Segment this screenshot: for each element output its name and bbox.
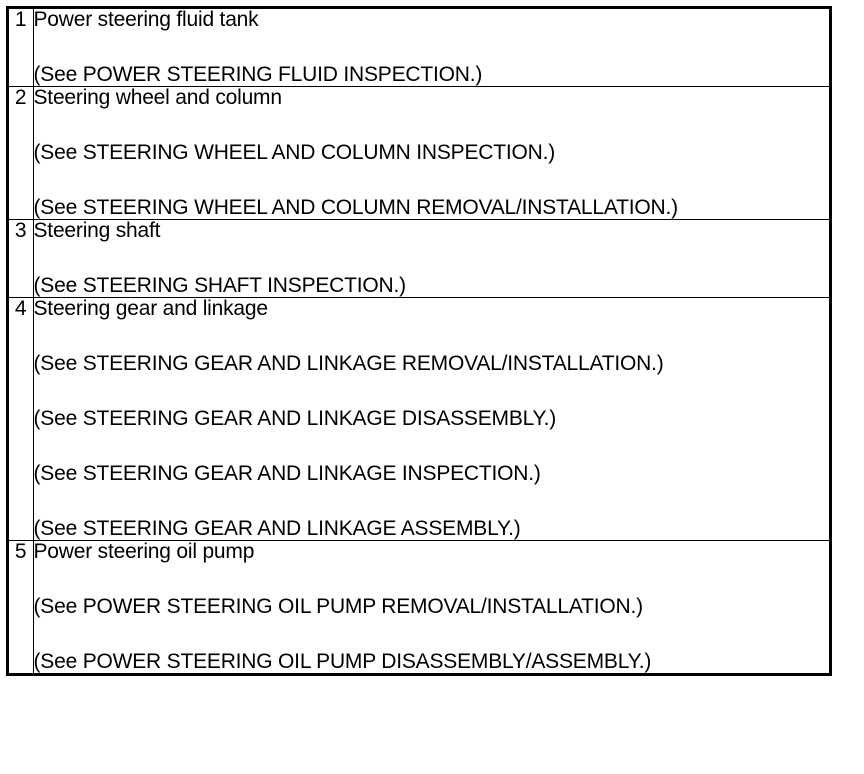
reference-link[interactable]: (See POWER STEERING FLUID INSPECTION.)	[33, 63, 483, 86]
reference-link[interactable]: (See STEERING GEAR AND LINKAGE INSPECTION.)	[33, 462, 541, 485]
table-row	[9, 9, 829, 87]
item-description-cell	[33, 541, 829, 674]
reference-link[interactable]: (See STEERING GEAR AND LINKAGE DISASSEMBLY.)	[33, 407, 557, 430]
item-name: Steering shaft	[33, 219, 161, 242]
item-description-cell	[33, 220, 829, 298]
reference-link[interactable]: (See STEERING WHEEL AND COLUMN REMOVAL/INSTALLATION.)	[33, 196, 678, 219]
item-name: Power steering fluid tank	[33, 8, 259, 31]
reference-link[interactable]: (See STEERING SHAFT INSPECTION.)	[33, 274, 406, 297]
table-row	[9, 220, 829, 298]
item-number: 2	[9, 87, 33, 220]
parts-table-frame	[6, 6, 832, 676]
table-row	[9, 298, 829, 541]
item-number: 1	[9, 9, 33, 87]
item-number: 3	[9, 220, 33, 298]
item-number: 5	[9, 541, 33, 674]
reference-link[interactable]: (See STEERING GEAR AND LINKAGE REMOVAL/INSTALLATION.)	[33, 352, 664, 375]
reference-link[interactable]: (See POWER STEERING OIL PUMP DISASSEMBLY/ASSEMBLY.)	[33, 650, 652, 673]
item-description-cell	[33, 87, 829, 220]
item-number: 4	[9, 298, 33, 541]
item-description-cell	[33, 9, 829, 87]
item-name: Power steering oil pump	[33, 540, 255, 563]
table-row	[9, 541, 829, 674]
item-description-cell	[33, 298, 829, 541]
item-name: Steering wheel and column	[33, 86, 282, 109]
reference-link[interactable]: (See STEERING WHEEL AND COLUMN INSPECTION.)	[33, 141, 556, 164]
reference-link[interactable]: (See STEERING GEAR AND LINKAGE ASSEMBLY.)	[33, 517, 521, 540]
parts-reference-table	[9, 9, 829, 673]
item-name: Steering gear and linkage	[33, 297, 268, 320]
table-row	[9, 87, 829, 220]
reference-link[interactable]: (See POWER STEERING OIL PUMP REMOVAL/INSTALLATION.)	[33, 595, 643, 618]
